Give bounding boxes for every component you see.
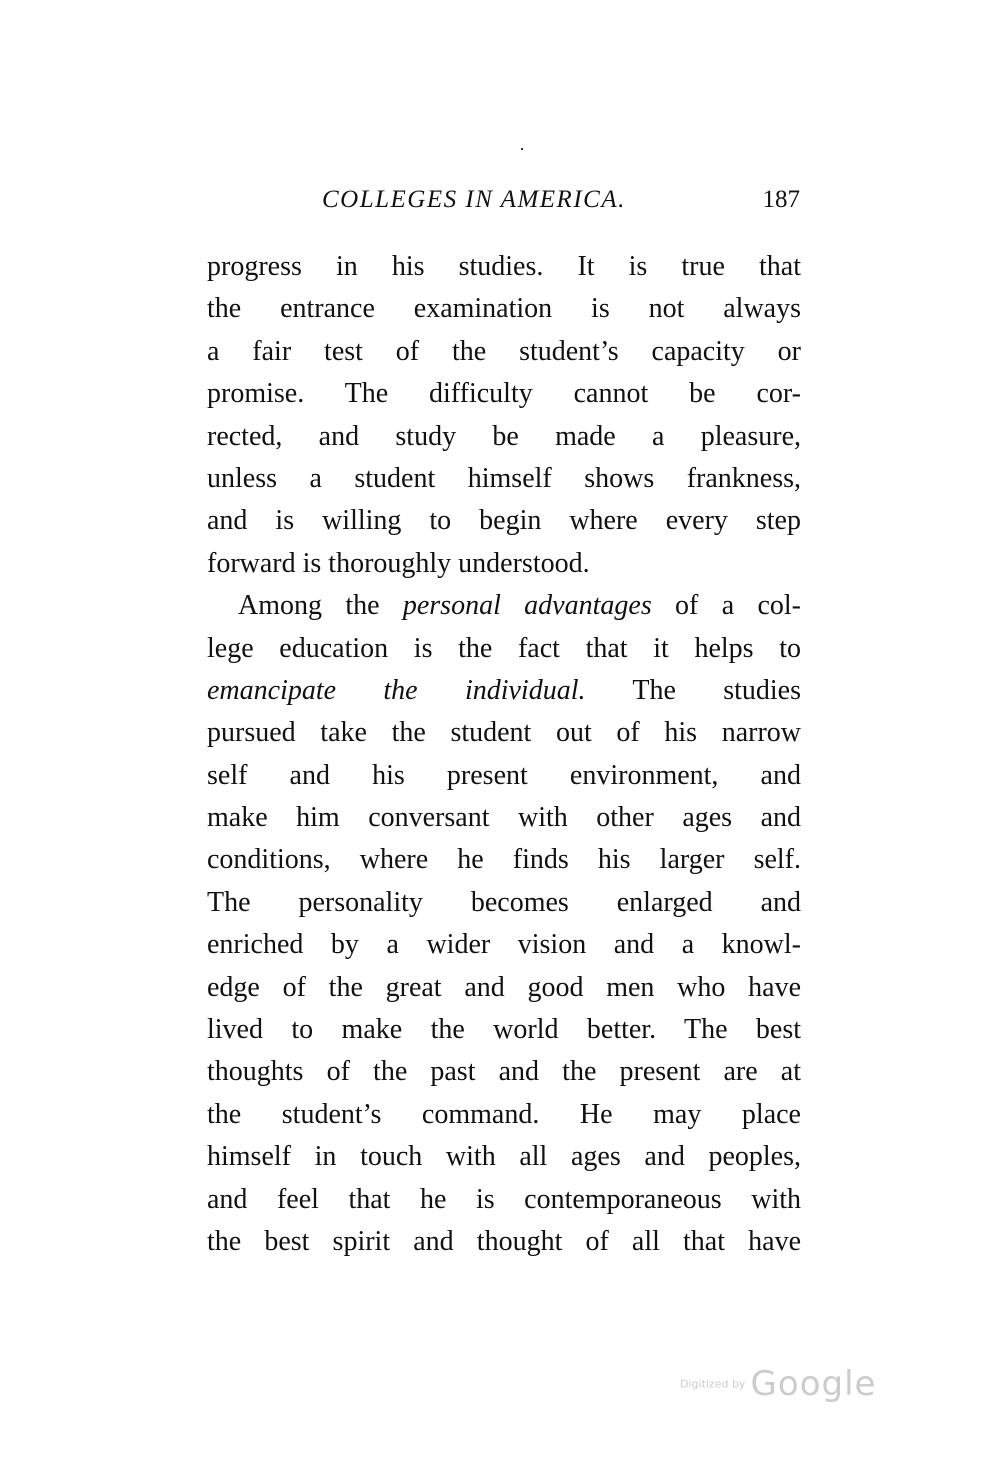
text-line bbox=[207, 924, 801, 966]
text-line bbox=[207, 1221, 801, 1263]
text-line bbox=[207, 712, 801, 754]
text-segment: promise. The difficulty cannot be cor- bbox=[207, 378, 801, 410]
text-segment: himself in touch with all ages and peoples, bbox=[207, 1141, 801, 1173]
page-number: 187 bbox=[762, 186, 800, 213]
text-line bbox=[207, 1094, 801, 1136]
text-line bbox=[207, 585, 801, 627]
text-line bbox=[207, 628, 801, 670]
text-segment: conditions, where he finds his larger self. bbox=[207, 844, 801, 876]
text-segment: a fair test of the student’s capacity or bbox=[207, 335, 801, 367]
text-segment: the student’s command. He may place bbox=[207, 1098, 801, 1130]
text-segment: unless a student himself shows frankness, bbox=[207, 462, 801, 494]
text-segment: The studies bbox=[585, 674, 801, 706]
text-segment: edge of the great and good men who have bbox=[207, 971, 801, 1003]
text-segment: the entrance examination is not always bbox=[207, 293, 801, 325]
text-segment: rected, and study be made a pleasure, bbox=[207, 420, 801, 452]
text-segment: and feel that he is contemporaneous with bbox=[207, 1183, 801, 1215]
text-segment: lege education is the fact that it helps to bbox=[207, 632, 801, 664]
text-segment: enriched by a wider vision and a knowl- bbox=[207, 929, 801, 961]
watermark-brand: Google bbox=[750, 1364, 877, 1404]
text-line bbox=[207, 1136, 801, 1178]
text-line bbox=[207, 416, 801, 458]
text-line bbox=[207, 755, 801, 797]
text-line bbox=[207, 797, 801, 839]
text-segment: and is willing to begin where every step bbox=[207, 505, 801, 537]
text-segment: the best spirit and thought of all that have bbox=[207, 1225, 801, 1257]
text-segment: progress in his studies. It is true that bbox=[207, 251, 801, 282]
text-line bbox=[207, 967, 801, 1009]
italic-phrase: personal advantages bbox=[402, 590, 652, 622]
text-line bbox=[207, 1051, 801, 1093]
text-segment: self and his present environment, and bbox=[207, 759, 801, 791]
text-line bbox=[207, 331, 801, 373]
text-line bbox=[207, 882, 801, 924]
italic-phrase: emancipate the individual. bbox=[207, 674, 586, 706]
page-header bbox=[322, 186, 800, 222]
text-line bbox=[207, 839, 801, 881]
text-segment: pursued take the student out of his narrow bbox=[207, 717, 801, 749]
text-segment: forward is thoroughly understood. bbox=[207, 547, 590, 579]
text-line bbox=[207, 1009, 801, 1051]
text-segment: lived to make the world better. The best bbox=[207, 1014, 801, 1046]
text-line bbox=[207, 288, 801, 330]
body-text bbox=[207, 246, 801, 1263]
running-title: COLLEGES IN AMERICA. bbox=[322, 186, 626, 213]
text-line bbox=[207, 670, 801, 712]
scan-speck bbox=[521, 148, 523, 150]
digitized-by-google-watermark bbox=[680, 1364, 876, 1404]
text-line bbox=[207, 246, 801, 288]
watermark-prefix: Digitized by bbox=[680, 1377, 746, 1391]
text-line bbox=[207, 458, 801, 500]
text-line bbox=[207, 500, 801, 542]
text-segment: thoughts of the past and the present are at bbox=[207, 1056, 801, 1088]
text-segment: Among the bbox=[238, 590, 403, 622]
text-segment: The personality becomes enlarged and bbox=[207, 886, 801, 918]
text-segment: make him conversant with other ages and bbox=[207, 802, 801, 834]
text-line bbox=[207, 1179, 801, 1221]
text-segment: of a col- bbox=[651, 590, 801, 622]
text-line bbox=[207, 373, 801, 415]
text-line bbox=[207, 543, 801, 585]
